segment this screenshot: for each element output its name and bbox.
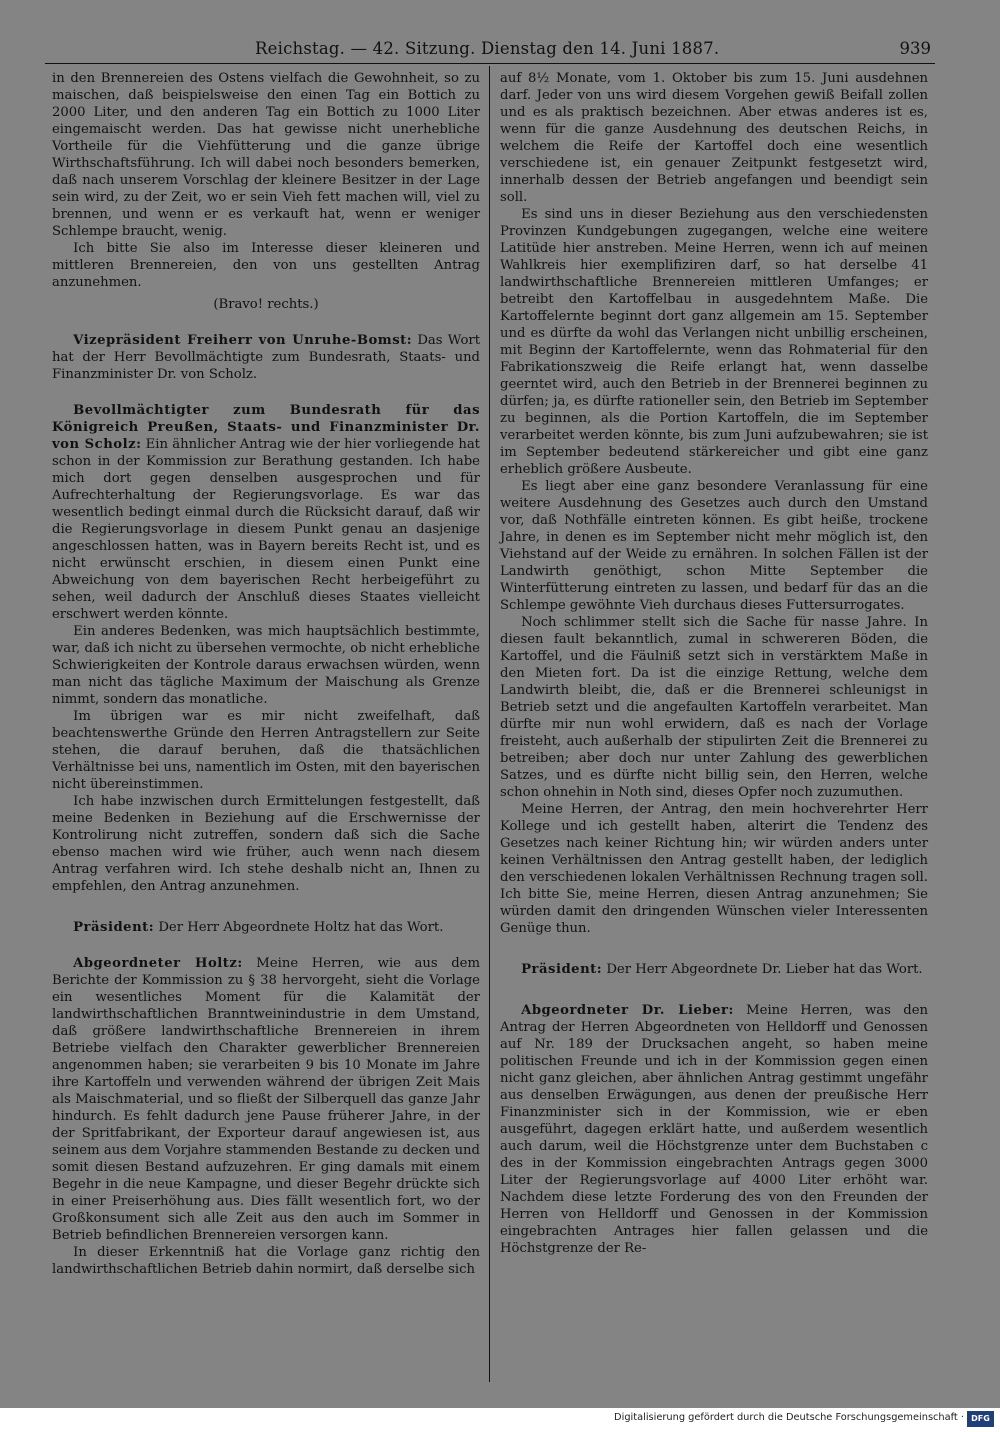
speech-text: Meine Herren, was den Antrag der Herren Abgeordneten von Helldorff und Genossen auf Nr. 189 der Drucksachen angeht, so haben meine politischen Freunde und ich in der Kommission gegen einen nicht ganz gleichen, aber ähnlichen Antrag gestimmt ungefähr aus denselben Erwägungen, aus denen der preußische Herr Finanzminister sich in der Kommission, wie er eben ausgeführt, dagegen erklärt hatte, und außerdem wesentlich auch darum, weil die Höchstgrenze unter dem Buchstaben c des in der Kommission eingebrachten Antrags gegen 3000 Liter der Regierungsvorlage auf 4000 Liter erhöht war. Nachdem diese letzte Forderung des von den Freunden der Herren von Helldorff und Genossen in der Kommission eingebrachten Antrages hier fallen gelassen und die Höchstgrenze der Re- <box>500 1003 928 1256</box>
speaker-name: Abgeordneter Dr. Lieber: <box>521 1003 734 1018</box>
right-column <box>500 70 928 1257</box>
column-divider <box>489 66 490 1382</box>
footer <box>0 1408 1000 1432</box>
paragraph: Es sind uns in dieser Beziehung aus den verschiedensten Provinzen Kundgebungen zugegangen, welche eine weitere Latitüde hier anstreben. Meine Herren, wenn ich auf meinen Wahlkreis hier exemplifiziren darf, so hat derselbe 41 landwirthschaftliche Brennereien mittleren Umfanges; er betreibt den Kartoffelbau in ausgedehntem Maße. Die Kartoffelernte beginnt dort ganz allgemein am 15. September und es dürfte da wohl das Verlangen nicht unbillig erscheinen, mit Beginn der Kartoffelernte, wenn das Rohmaterial für den Fabrikationszweig die Reife erlangt hat, wenn dasselbe geerntet wird, auch den Betrieb in der Brennerei beginnen zu dürfen; ja, es dürfte rationeller sein, den Betrieb im September zu beginnen, als die Portion Kartoffeln, die im September verarbeitet werden könnte, bis zum Juni aufzubewahren; sie ist im September bedeutend stärkereicher und gibt eine ganz erheblich größere Ausbeute. <box>500 207 928 477</box>
speaker-name: Präsident: <box>521 962 603 977</box>
speech-text: Der Herr Abgeordnete Dr. Lieber hat das Wort. <box>602 962 923 977</box>
left-column <box>52 70 480 1278</box>
paragraph: Im übrigen war es mir nicht zweifelhaft, daß beachtenswerthe Gründe den Herren Antragstellern zur Seite stehen, die darauf beruhen, daß die thatsächlichen Verhältnisse bei uns, namentlich im Osten, mit den bayerischen nicht übereinstimmen. <box>52 709 480 792</box>
speech-paragraph <box>500 1002 928 1257</box>
speech-text: Der Herr Abgeordnete Holtz hat das Wort. <box>154 920 444 935</box>
speech-paragraph <box>52 332 480 383</box>
running-title: Reichstag. — 42. Sitzung. Dienstag den 14. Juni 1887. <box>255 39 720 58</box>
dfg-logo: DFG <box>967 1411 994 1427</box>
speech-paragraph <box>52 919 480 936</box>
header-rule <box>45 63 935 64</box>
speaker-name: Vizepräsident Freiherr von Unruhe-Bomst: <box>73 333 413 348</box>
paragraph: Meine Herren, der Antrag, den mein hochverehrter Herr Kollege und ich gestellt haben, alterirt die Tendenz des Gesetzes nach keiner Richtung hin; wir würden anders unter keinen Verhältnissen den Antrag gestellt haben, der lediglich den verschiedenen lokalen Verhältnissen Rechnung tragen soll. Ich bitte Sie, meine Herren, diesen Antrag anzunehmen; Sie würden damit den dringenden Wünschen vieler Interessenten Genüge thun. <box>500 802 928 936</box>
paragraph: Ich bitte Sie also im Interesse dieser kleineren und mittleren Brennereien, den von uns gestellten Antrag anzunehmen. <box>52 241 480 290</box>
paragraph: In dieser Erkenntniß hat die Vorlage ganz richtig den landwirthschaftlichen Betrieb dahin normirt, daß derselbe sich <box>52 1245 480 1277</box>
paragraph: Noch schlimmer stellt sich die Sache für nasse Jahre. In diesen fault bekanntlich, zumal in schwereren Böden, die Kartoffel, und die Fäulniß setzt sich in verstärktem Maße in den Mieten fort. Da ist die einzige Rettung, welche dem Landwirth bleibt, die, daß er die Brennerei schleunigst in Betrieb setzt und die angefaulten Kartoffeln verarbeitet. Man dürfte mir nun wohl erwidern, daß es nach der Vorlage freisteht, auch außerhalb der stipulirten Zeit die Brennerei zu betreiben; aber doch nur unter Zahlung des gewerblichen Satzes, und es dürfte nicht billig sein, den Herren, welche schon ohnehin in Noth sind, dieses Opfer noch zuzumuthen. <box>500 615 928 800</box>
speech-text: Meine Herren, wie aus dem Berichte der Kommission zu § 38 hervorgeht, sieht die Vorlage ein wesentliches Moment für die Kalamität der landwirthschaftlichen Branntweinindustrie in dem Umstand, daß größere landwirthschaftliche Brennereien in ihrem Betriebe vielfach den Charakter gewerblicher Brennereien angenommen haben; sie verarbeiten 9 bis 10 Monate im Jahre ihre Kartoffeln und verwenden während der übrigen Zeit Mais als Maischmaterial, und so fließt der Silberquell das ganze Jahr hindurch. Es fehlt dadurch jene Pause früherer Jahre, in der der Spritfabrikant, der Exporteur darauf angewiesen ist, aus seinem aus dem Vorjahre stammenden Bestande zu decken und somit diesen Bestand aufzuzehren. Er ging damals mit einem Begehr in die neue Kampagne, und dieser Begehr drückte sich in einer Preiserhöhung aus. Dies fällt wesentlich fort, wo der Großkonsument sich alle Zeit aus den auch im Sommer in Betrieb befindlichen Brennereien versorgen kann. <box>52 956 480 1243</box>
speech-paragraph <box>52 402 480 623</box>
paragraph: Es liegt aber eine ganz besondere Veranlassung für eine weitere Ausdehnung des Gesetzes auch durch den Umstand vor, daß Nothfälle eintreten können. Es gibt heiße, trockene Jahre, in denen es im September nicht mehr möglich ist, den Viehstand auf der Weide zu ernähren. In solchen Fällen ist der Landwirth genöthigt, schon Mitte September die Winterfütterung eintreten zu lassen, und bedarf für das an die Schlempe gewöhnte Vieh durchaus dieses Futtersurrogates. <box>500 479 928 613</box>
speaker-name: Abgeordneter Holtz: <box>73 956 243 971</box>
speech-paragraph <box>52 955 480 1244</box>
speaker-name: Bevollmächtigter zum Bundesrath für das Königreich Preußen, Staats- und Finanzminister Dr. von Scholz: <box>52 403 480 452</box>
speech-paragraph <box>500 961 928 978</box>
paragraph: Ein anderes Bedenken, was mich hauptsächlich bestimmte, war, daß ich nicht zu übersehen vermochte, ob nicht erhebliche Schwierigkeiten der Kontrole daraus erwachsen würden, wenn man nicht das tägliche Maximum der Maischung als Grenze nimmt, sondern das monatliche. <box>52 624 480 707</box>
page-number: 939 <box>899 39 931 58</box>
footer-credit: Digitalisierung gefördert durch die Deutsche Forschungsgemeinschaft · <box>614 1412 964 1423</box>
speech-text: Ein ähnlicher Antrag wie der hier vorliegende hat schon in der Kommission zur Berathung gestanden. Ich habe mich dort gegen denselben ausgesprochen und für Aufrechterhaltung der Regierungsvorlage. Es war das wesentlich bedingt einmal durch die Rücksicht darauf, daß wir die Regierungsvorlage in diesem Punkt genau an dasjenige angeschlossen hatten, was in Bayern bereits Recht ist, und es nicht erwünscht erschien, in diesem einen Punkt eine Abweichung von dem bayerischen Recht herbeigeführt zu sehen, weil dadurch der Anschluß dieses Staates vielleicht erschwert werden könnte. <box>52 437 480 622</box>
paragraph: Ich habe inzwischen durch Ermittelungen festgestellt, daß meine Bedenken in Beziehung auf die Erschwernisse der Kontrolirung nicht zutreffen, sondern daß sich die Sache ebenso machen wird wie früher, auch wenn nach diesem Antrag verfahren wird. Ich stehe deshalb nicht an, Ihnen zu empfehlen, den Antrag anzunehmen. <box>52 794 480 894</box>
speaker-name: Präsident: <box>73 920 155 935</box>
interjection: (Bravo! rechts.) <box>213 297 319 312</box>
paragraph: auf 8½ Monate, vom 1. Oktober bis zum 15. Juni ausdehnen darf. Jeder von uns wird diesem Vorgehen gewiß Beifall zollen und es als praktisch bezeichnen. Aber etwas anderes ist es, wenn für die ganze Ausdehnung des deutschen Reichs, in welchem die Reife der Kartoffel doch eine wesentlich verschiedene ist, ein genauer Zeitpunkt festgesetzt wird, innerhalb dessen der Betrieb angefangen und beendigt sein soll. <box>500 71 928 205</box>
page-header <box>45 36 935 62</box>
speech-text: Das Wort hat der Herr Bevollmächtigte zum Bundesrath, Staats- und Finanzminister Dr. von Scholz. <box>52 333 480 382</box>
paragraph: in den Brennereien des Ostens vielfach die Gewohnheit, so zu maischen, daß beispielsweise den einen Tag ein Bottich zu 2000 Liter, und den anderen Tag ein Bottich zu 1000 Liter eingemaischt werden. Das hat gewisse nicht unerhebliche Vortheile für die Viehfütterung und die ganze übrige Wirthschaftsführung. Ich will dabei noch besonders bemerken, daß nach unserem Vorschlag der kleinere Besitzer in der Lage sein wird, zu der Zeit, wo er sein Vieh fett machen will, viel zu brennen, und wenn er es verkauft hat, wenn er weniger Schlempe braucht, wenig. <box>52 71 480 239</box>
